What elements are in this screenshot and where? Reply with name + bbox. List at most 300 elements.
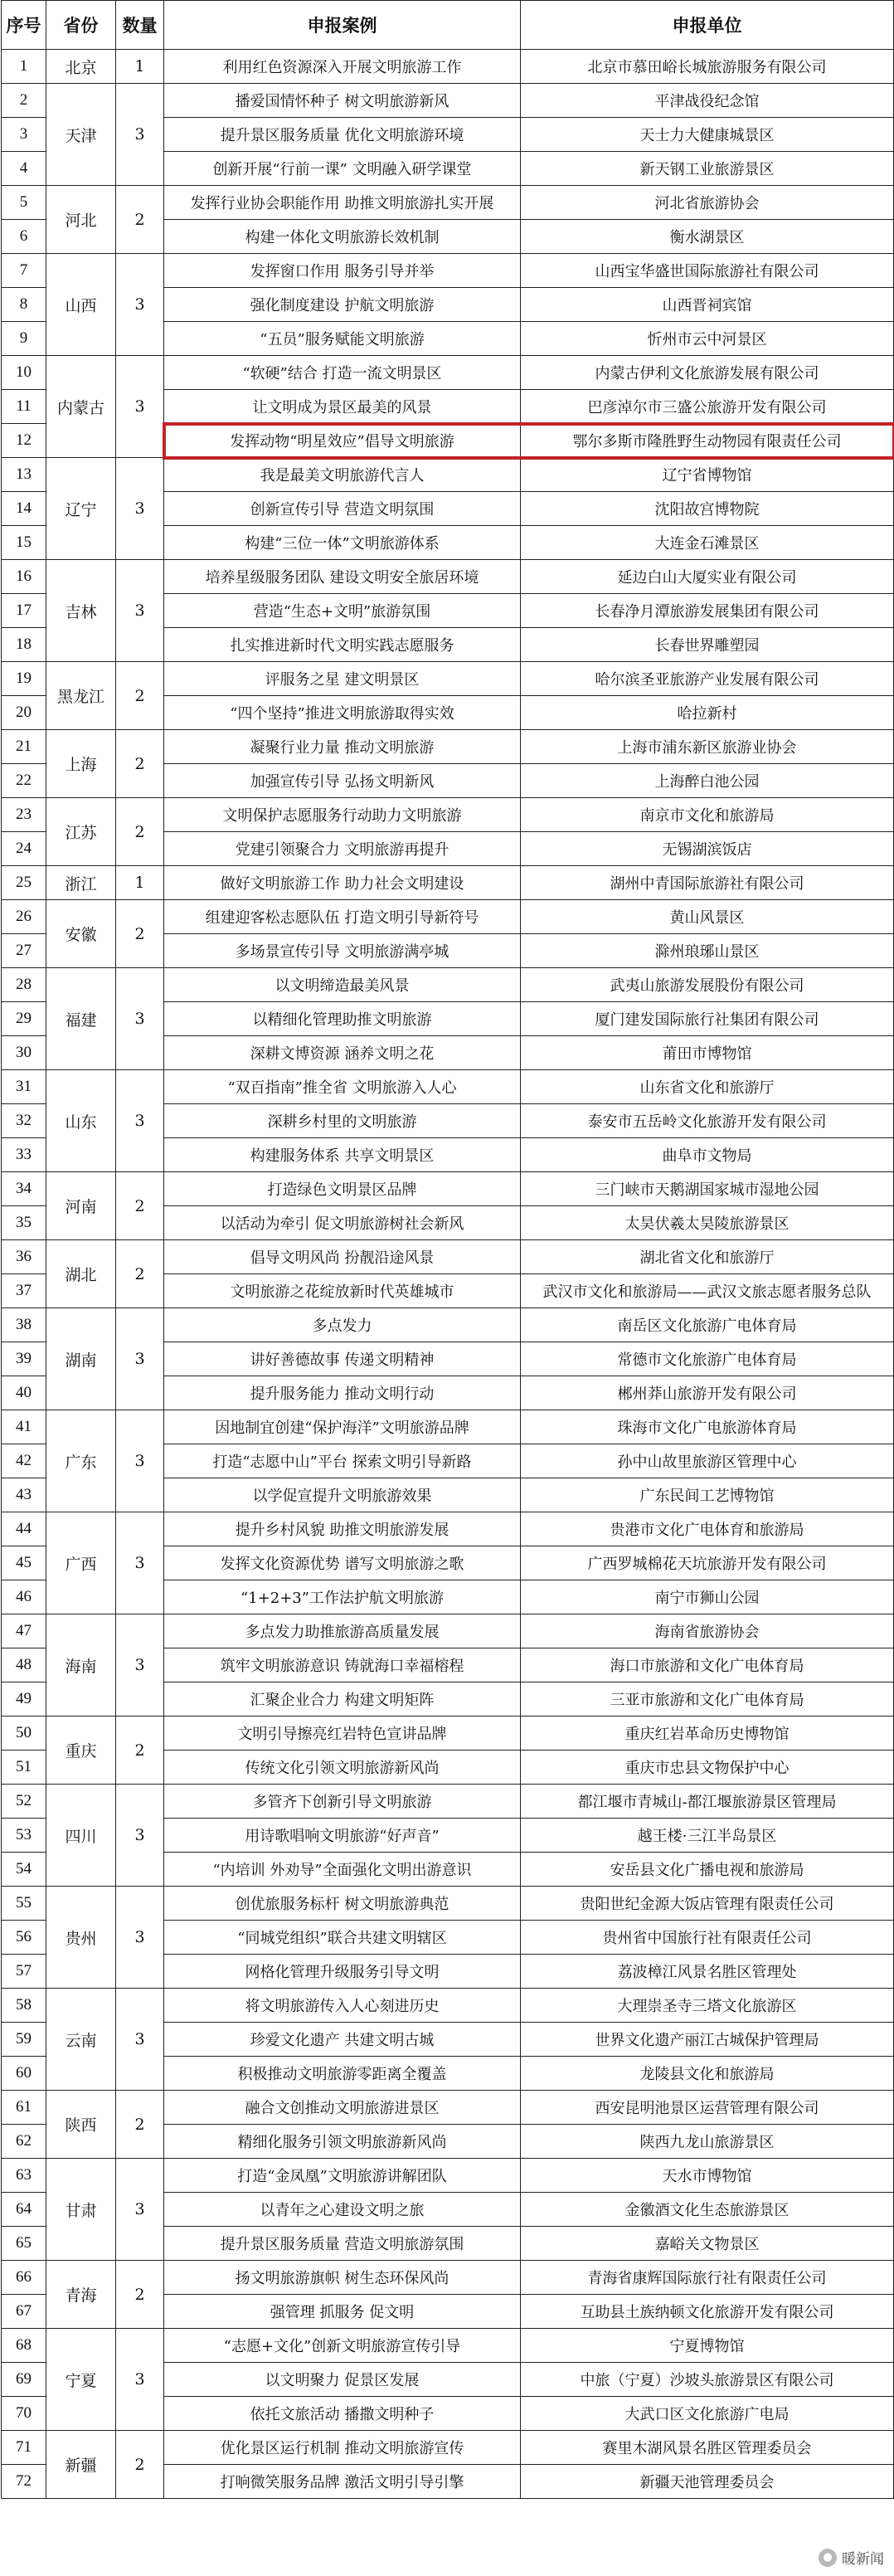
cell-count: 2: [116, 1172, 164, 1240]
cell-province: 四川: [46, 1785, 116, 1887]
cell-seq: 26: [2, 900, 46, 934]
cell-province: 云南: [46, 1989, 116, 2091]
cell-count: 3: [116, 458, 164, 560]
cell-case: 凝聚行业力量 推动文明旅游: [164, 730, 521, 764]
cell-province: 福建: [46, 968, 116, 1070]
cell-case: 做好文明旅游工作 助力社会文明建设: [164, 866, 521, 900]
cell-case: 组建迎客松志愿队伍 打造文明引导新符号: [164, 900, 521, 934]
table-row: [2, 2091, 894, 2125]
cell-unit: 泰安市五岳岭文化旅游开发有限公司: [521, 1104, 894, 1138]
cell-case: 让文明成为景区最美的风景: [164, 390, 521, 424]
table-row: [2, 1887, 894, 1921]
table-row: [2, 84, 894, 118]
cell-seq: 72: [2, 2465, 46, 2499]
cell-seq: 30: [2, 1036, 46, 1070]
cell-case: 汇聚企业合力 构建文明矩阵: [164, 1682, 521, 1717]
cell-case: 筑牢文明旅游意识 铸就海口幸福榕程: [164, 1648, 521, 1682]
cell-unit: 都江堰市青城山-都江堰旅游景区管理局: [521, 1785, 894, 1819]
cell-province: 内蒙古: [46, 356, 116, 458]
cell-count: 2: [116, 2431, 164, 2499]
cell-seq: 62: [2, 2125, 46, 2159]
cell-unit: 武夷山旅游发展股份有限公司: [521, 968, 894, 1002]
cell-unit: 大武口区文化旅游广电局: [521, 2397, 894, 2431]
cell-seq: 19: [2, 662, 46, 696]
cell-unit: 孙中山故里旅游区管理中心: [521, 1444, 894, 1478]
header-case: 申报案例: [164, 1, 521, 50]
cell-seq: 29: [2, 1002, 46, 1036]
cell-seq: 48: [2, 1648, 46, 1682]
cell-case: 以精细化管理助推文明旅游: [164, 1002, 521, 1036]
cell-count: 3: [116, 1887, 164, 1989]
header-count: 数量: [116, 1, 164, 50]
table-row: [2, 356, 894, 390]
cell-seq: 18: [2, 628, 46, 662]
cell-seq: 4: [2, 152, 46, 186]
cell-case: 打造“金凤凰”文明旅游讲解团队: [164, 2159, 521, 2193]
cell-seq: 7: [2, 254, 46, 288]
cell-seq: 31: [2, 1070, 46, 1104]
cell-unit: 南宁市狮山公园: [521, 1580, 894, 1614]
cell-unit: 长春净月潭旅游发展集团有限公司: [521, 594, 894, 628]
cell-case: “四个坚持”推进文明旅游取得实效: [164, 696, 521, 730]
cell-seq: 10: [2, 356, 46, 390]
table-row: [2, 186, 894, 220]
cell-seq: 5: [2, 186, 46, 220]
cell-unit: 宁夏博物馆: [521, 2329, 894, 2363]
cell-count: 3: [116, 1785, 164, 1887]
header-province: 省份: [46, 1, 116, 50]
cell-case: 强管理 抓服务 促文明: [164, 2295, 521, 2329]
cell-count: 3: [116, 1989, 164, 2091]
table-row: [2, 2329, 894, 2363]
cell-unit: 新疆天池管理委员会: [521, 2465, 894, 2499]
cell-seq: 35: [2, 1206, 46, 1240]
cell-unit: 湖北省文化和旅游厅: [521, 1240, 894, 1274]
cell-unit: 河北省旅游协会: [521, 186, 894, 220]
cell-province: 新疆: [46, 2431, 116, 2499]
cell-unit: 辽宁省博物馆: [521, 458, 894, 492]
cell-seq: 16: [2, 560, 46, 594]
cell-seq: 20: [2, 696, 46, 730]
table-row: [2, 1172, 894, 1206]
cell-case: 打造“志愿中山”平台 探索文明引导新路: [164, 1444, 521, 1478]
header-seq: 序号: [2, 1, 46, 50]
cell-case: 依托文旅活动 播撒文明种子: [164, 2397, 521, 2431]
cell-case: 打造绿色文明景区品牌: [164, 1172, 521, 1206]
cell-unit: 贵阳世纪金源大饭店管理有限责任公司: [521, 1887, 894, 1921]
cell-case: 构建服务体系 共享文明景区: [164, 1138, 521, 1172]
cell-unit: 世界文化遗产丽江古城保护管理局: [521, 2023, 894, 2057]
table-row: [2, 866, 894, 900]
cell-province: 陕西: [46, 2091, 116, 2159]
cell-province: 黑龙江: [46, 662, 116, 730]
cell-case: 评服务之星 建文明景区: [164, 662, 521, 696]
cell-case: 播爱国情怀种子 树文明旅游新风: [164, 84, 521, 118]
cell-seq: 42: [2, 1444, 46, 1478]
cell-case: 将文明旅游传入人心刻进历史: [164, 1989, 521, 2023]
cell-unit: 海口市旅游和文化广电体育局: [521, 1648, 894, 1682]
cell-province: 北京: [46, 50, 116, 84]
cell-unit: 鄂尔多斯市隆胜野生动物园有限责任公司: [521, 424, 894, 458]
cell-unit: 内蒙古伊利文化旅游发展有限公司: [521, 356, 894, 390]
cell-seq: 47: [2, 1614, 46, 1648]
cell-count: 2: [116, 662, 164, 730]
cell-province: 天津: [46, 84, 116, 186]
cell-unit: 互助县土族纳顿文化旅游开发有限公司: [521, 2295, 894, 2329]
cell-case: 以青年之心建设文明之旅: [164, 2193, 521, 2227]
cell-unit: 嘉峪关文物景区: [521, 2227, 894, 2261]
cell-case: 创新宣传引导 营造文明氛围: [164, 492, 521, 526]
cell-unit: 三亚市旅游和文化广电体育局: [521, 1682, 894, 1717]
cell-case: 多点发力: [164, 1308, 521, 1342]
cell-unit: 哈尔滨圣亚旅游产业发展有限公司: [521, 662, 894, 696]
watermark: [819, 2547, 884, 2568]
cell-seq: 55: [2, 1887, 46, 1921]
cell-case: 提升服务能力 推动文明行动: [164, 1376, 521, 1410]
cell-unit: 黄山风景区: [521, 900, 894, 934]
cell-seq: 39: [2, 1342, 46, 1376]
cell-case: “五员”服务赋能文明旅游: [164, 322, 521, 356]
cell-province: 广西: [46, 1512, 116, 1614]
cell-unit: 陕西九龙山旅游景区: [521, 2125, 894, 2159]
cell-unit: 大理崇圣寺三塔文化旅游区: [521, 1989, 894, 2023]
cell-seq: 49: [2, 1682, 46, 1717]
cell-case: 扬文明旅游旗帜 树生态环保风尚: [164, 2261, 521, 2295]
cell-count: 3: [116, 968, 164, 1070]
cell-seq: 13: [2, 458, 46, 492]
cell-unit: 越王楼·三江半岛景区: [521, 1819, 894, 1853]
cell-case: 以活动为牵引 促文明旅游树社会新风: [164, 1206, 521, 1240]
cell-unit: 重庆市忠县文物保护中心: [521, 1751, 894, 1785]
cell-province: 宁夏: [46, 2329, 116, 2431]
cell-province: 贵州: [46, 1887, 116, 1989]
cell-seq: 58: [2, 1989, 46, 2023]
cell-province: 辽宁: [46, 458, 116, 560]
cell-count: 2: [116, 2261, 164, 2329]
cell-unit: 上海醉白池公园: [521, 764, 894, 798]
table-row: [2, 1989, 894, 2023]
cell-province: 海南: [46, 1614, 116, 1717]
cell-case: 创新开展“行前一课” 文明融入研学课堂: [164, 152, 521, 186]
table-row: [2, 2431, 894, 2465]
cell-seq: 64: [2, 2193, 46, 2227]
header-unit: 申报单位: [521, 1, 894, 50]
cell-count: 2: [116, 798, 164, 866]
table-row: [2, 560, 894, 594]
cell-case: 文明旅游之花绽放新时代英雄城市: [164, 1274, 521, 1308]
cell-unit: 忻州市云中河景区: [521, 322, 894, 356]
table-row: [2, 798, 894, 832]
cell-case: 利用红色资源深入开展文明旅游工作: [164, 50, 521, 84]
cell-province: 江苏: [46, 798, 116, 866]
cell-case: 以文明缔造最美风景: [164, 968, 521, 1002]
cell-count: 3: [116, 356, 164, 458]
cell-unit: 沈阳故宫博物院: [521, 492, 894, 526]
cell-seq: 68: [2, 2329, 46, 2363]
cell-unit: 滁州琅琊山景区: [521, 934, 894, 968]
cell-count: 3: [116, 2159, 164, 2261]
cell-unit: 中旅（宁夏）沙坡头旅游景区有限公司: [521, 2363, 894, 2397]
cell-case: 讲好善德故事 传递文明精神: [164, 1342, 521, 1376]
cell-province: 浙江: [46, 866, 116, 900]
cell-province: 甘肃: [46, 2159, 116, 2261]
cell-unit: 金徽酒文化生态旅游景区: [521, 2193, 894, 2227]
cell-case: 构建“三位一体”文明旅游体系: [164, 526, 521, 560]
cell-case: 发挥行业协会职能作用 助推文明旅游扎实开展: [164, 186, 521, 220]
cell-province: 湖南: [46, 1308, 116, 1410]
cell-seq: 27: [2, 934, 46, 968]
table-row: [2, 2159, 894, 2193]
cell-count: 3: [116, 254, 164, 356]
cell-count: 3: [116, 1614, 164, 1717]
cell-seq: 38: [2, 1308, 46, 1342]
cell-province: 河南: [46, 1172, 116, 1240]
table-row: [2, 1410, 894, 1444]
cell-count: 2: [116, 900, 164, 968]
cell-count: 3: [116, 1308, 164, 1410]
cell-case: 营造“生态+文明”旅游氛围: [164, 594, 521, 628]
cell-seq: 57: [2, 1955, 46, 1989]
cell-seq: 63: [2, 2159, 46, 2193]
cell-unit: 山东省文化和旅游厅: [521, 1070, 894, 1104]
cell-case: 多管齐下创新引导文明旅游: [164, 1785, 521, 1819]
cell-unit: 郴州莽山旅游开发有限公司: [521, 1376, 894, 1410]
cell-count: 1: [116, 866, 164, 900]
cell-unit: 平津战役纪念馆: [521, 84, 894, 118]
cell-case: 提升景区服务质量 优化文明旅游环境: [164, 118, 521, 152]
cell-unit: 新天钢工业旅游景区: [521, 152, 894, 186]
table-row: [2, 1717, 894, 1751]
cell-count: 2: [116, 1717, 164, 1785]
table-row: [2, 1240, 894, 1274]
cell-seq: 28: [2, 968, 46, 1002]
cell-unit: 海南省旅游协会: [521, 1614, 894, 1648]
cell-seq: 6: [2, 220, 46, 254]
cell-unit: 山西宝华盛世国际旅游社有限公司: [521, 254, 894, 288]
cell-seq: 44: [2, 1512, 46, 1546]
cell-case: 优化景区运行机制 推动文明旅游宣传: [164, 2431, 521, 2465]
cell-unit: 巴彦淖尔市三盛公旅游开发有限公司: [521, 390, 894, 424]
table-header-row: [2, 1, 894, 50]
cell-seq: 9: [2, 322, 46, 356]
cell-province: 河北: [46, 186, 116, 254]
cell-case: 融合文创推动文明旅游进景区: [164, 2091, 521, 2125]
cell-seq: 59: [2, 2023, 46, 2057]
cell-seq: 25: [2, 866, 46, 900]
cell-case: 加强宣传引导 弘扬文明新风: [164, 764, 521, 798]
cell-seq: 70: [2, 2397, 46, 2431]
cell-case: 以文明聚力 促景区发展: [164, 2363, 521, 2397]
cell-count: 3: [116, 2329, 164, 2431]
cell-unit: 南京市文化和旅游局: [521, 798, 894, 832]
table-row: [2, 900, 894, 934]
cell-province: 青海: [46, 2261, 116, 2329]
cell-unit: 无锡湖滨饭店: [521, 832, 894, 866]
table-row: [2, 2261, 894, 2295]
cell-case: 我是最美文明旅游代言人: [164, 458, 521, 492]
cell-seq: 3: [2, 118, 46, 152]
cell-seq: 50: [2, 1717, 46, 1751]
cell-seq: 17: [2, 594, 46, 628]
cell-province: 湖北: [46, 1240, 116, 1308]
cell-seq: 46: [2, 1580, 46, 1614]
watermark-text: 暖新闻: [842, 2551, 884, 2568]
cell-count: 2: [116, 2091, 164, 2159]
cell-case: 文明保护志愿服务行动助力文明旅游: [164, 798, 521, 832]
cell-seq: 11: [2, 390, 46, 424]
table-row: [2, 1785, 894, 1819]
cell-count: 1: [116, 50, 164, 84]
cell-case: 打响微笑服务品牌 激活文明引导引擎: [164, 2465, 521, 2499]
cell-province: 吉林: [46, 560, 116, 662]
cell-unit: 天水市博物馆: [521, 2159, 894, 2193]
cell-seq: 21: [2, 730, 46, 764]
table-row: [2, 254, 894, 288]
cell-case: 发挥动物“明星效应”倡导文明旅游: [164, 424, 521, 458]
cell-seq: 8: [2, 288, 46, 322]
cell-case: 提升乡村风貌 助推文明旅游发展: [164, 1512, 521, 1546]
cell-unit: 常德市文化旅游广电体育局: [521, 1342, 894, 1376]
cell-unit: 武汉市文化和旅游局——武汉文旅志愿者服务总队: [521, 1274, 894, 1308]
cell-count: 3: [116, 1410, 164, 1512]
cell-unit: 莆田市博物馆: [521, 1036, 894, 1070]
cell-case: “双百指南”推全省 文明旅游入人心: [164, 1070, 521, 1104]
table-row: [2, 730, 894, 764]
award-cases-table: [1, 0, 894, 2499]
cell-seq: 32: [2, 1104, 46, 1138]
cell-seq: 60: [2, 2057, 46, 2091]
cell-seq: 34: [2, 1172, 46, 1206]
table-row: [2, 968, 894, 1002]
table-row: [2, 1308, 894, 1342]
cell-case: 深耕文博资源 涵养文明之花: [164, 1036, 521, 1070]
cell-unit: 南岳区文化旅游广电体育局: [521, 1308, 894, 1342]
cell-province: 重庆: [46, 1717, 116, 1785]
cell-unit: 上海市浦东新区旅游业协会: [521, 730, 894, 764]
cell-case: “内培训 外劝导”全面强化文明出游意识: [164, 1853, 521, 1887]
cell-unit: 曲阜市文物局: [521, 1138, 894, 1172]
cell-case: 倡导文明风尚 扮靓沿途风景: [164, 1240, 521, 1274]
cell-unit: 重庆红岩革命历史博物馆: [521, 1717, 894, 1751]
cell-seq: 23: [2, 798, 46, 832]
cell-case: 党建引领聚合力 文明旅游再提升: [164, 832, 521, 866]
cell-seq: 67: [2, 2295, 46, 2329]
cell-seq: 36: [2, 1240, 46, 1274]
cell-unit: 厦门建发国际旅行社集团有限公司: [521, 1002, 894, 1036]
cell-unit: 大连金石滩景区: [521, 526, 894, 560]
cell-seq: 71: [2, 2431, 46, 2465]
cell-case: 珍爱文化遗产 共建文明古城: [164, 2023, 521, 2057]
cell-seq: 56: [2, 1921, 46, 1955]
cell-seq: 37: [2, 1274, 46, 1308]
cell-unit: 太昊伏羲太昊陵旅游景区: [521, 1206, 894, 1240]
cell-case: 深耕乡村里的文明旅游: [164, 1104, 521, 1138]
cell-seq: 2: [2, 84, 46, 118]
cell-unit: 贵州省中国旅行社有限责任公司: [521, 1921, 894, 1955]
cell-count: 2: [116, 730, 164, 798]
cell-seq: 33: [2, 1138, 46, 1172]
cell-unit: 湖州中青国际旅游社有限公司: [521, 866, 894, 900]
cell-seq: 45: [2, 1546, 46, 1580]
cell-case: 文明引导擦亮红岩特色宣讲品牌: [164, 1717, 521, 1751]
cell-province: 山东: [46, 1070, 116, 1172]
cell-unit: 广西罗城棉花天坑旅游开发有限公司: [521, 1546, 894, 1580]
cell-case: 精细化服务引领文明旅游新风尚: [164, 2125, 521, 2159]
cell-unit: 荔波樟江风景名胜区管理处: [521, 1955, 894, 1989]
cell-seq: 51: [2, 1751, 46, 1785]
cell-unit: 延边白山大厦实业有限公司: [521, 560, 894, 594]
cell-province: 山西: [46, 254, 116, 356]
cell-unit: 西安昆明池景区运营管理有限公司: [521, 2091, 894, 2125]
cell-seq: 24: [2, 832, 46, 866]
cell-unit: 龙陵县文化和旅游局: [521, 2057, 894, 2091]
cell-unit: 珠海市文化广电旅游体育局: [521, 1410, 894, 1444]
cell-seq: 69: [2, 2363, 46, 2397]
cell-case: 提升景区服务质量 营造文明旅游氛围: [164, 2227, 521, 2261]
cell-count: 3: [116, 560, 164, 662]
cell-case: 以学促宣提升文明旅游效果: [164, 1478, 521, 1512]
cell-case: 创优旅服务标杆 树文明旅游典范: [164, 1887, 521, 1921]
table-row: [2, 50, 894, 84]
cell-seq: 52: [2, 1785, 46, 1819]
cell-case: “同城党组织”联合共建文明辖区: [164, 1921, 521, 1955]
cell-count: 3: [116, 1512, 164, 1614]
cell-case: 多场景宣传引导 文明旅游满亭城: [164, 934, 521, 968]
cell-seq: 43: [2, 1478, 46, 1512]
cell-seq: 22: [2, 764, 46, 798]
cell-seq: 40: [2, 1376, 46, 1410]
cell-seq: 66: [2, 2261, 46, 2295]
cell-unit: 山西晋祠宾馆: [521, 288, 894, 322]
table-row: [2, 458, 894, 492]
cell-count: 2: [116, 186, 164, 254]
table-row: [2, 1512, 894, 1546]
table-body: [2, 50, 894, 2499]
cell-case: 发挥文化资源优势 谱写文明旅游之歌: [164, 1546, 521, 1580]
cell-unit: 赛里木湖风景名胜区管理委员会: [521, 2431, 894, 2465]
cell-case: 多点发力助推旅游高质量发展: [164, 1614, 521, 1648]
cell-case: 扎实推进新时代文明实践志愿服务: [164, 628, 521, 662]
cell-case: “志愿+文化”创新文明旅游宣传引导: [164, 2329, 521, 2363]
cell-province: 广东: [46, 1410, 116, 1512]
cell-case: 强化制度建设 护航文明旅游: [164, 288, 521, 322]
cell-unit: 北京市慕田峪长城旅游服务有限公司: [521, 50, 894, 84]
cell-unit: 长春世界雕塑园: [521, 628, 894, 662]
cell-case: 传统文化引领文明旅游新风尚: [164, 1751, 521, 1785]
cell-seq: 53: [2, 1819, 46, 1853]
cell-unit: 青海省康辉国际旅行社有限责任公司: [521, 2261, 894, 2295]
cell-seq: 12: [2, 424, 46, 458]
cell-case: 发挥窗口作用 服务引导并举: [164, 254, 521, 288]
cell-unit: 广东民间工艺博物馆: [521, 1478, 894, 1512]
cell-seq: 1: [2, 50, 46, 84]
table-row: [2, 1614, 894, 1648]
cell-unit: 三门峡市天鹅湖国家城市湿地公园: [521, 1172, 894, 1206]
cell-seq: 15: [2, 526, 46, 560]
cell-unit: 安岳县文化广播电视和旅游局: [521, 1853, 894, 1887]
cell-unit: 天士力大健康城景区: [521, 118, 894, 152]
cell-case: 用诗歌唱响文明旅游“好声音”: [164, 1819, 521, 1853]
cell-seq: 54: [2, 1853, 46, 1887]
cell-seq: 14: [2, 492, 46, 526]
cell-seq: 61: [2, 2091, 46, 2125]
chat-bubble-icon: ●: [819, 2549, 837, 2567]
cell-province: 安徽: [46, 900, 116, 968]
cell-count: 2: [116, 1240, 164, 1308]
cell-case: 培养星级服务团队 建设文明安全旅居环境: [164, 560, 521, 594]
cell-unit: 衡水湖景区: [521, 220, 894, 254]
cell-province: 上海: [46, 730, 116, 798]
